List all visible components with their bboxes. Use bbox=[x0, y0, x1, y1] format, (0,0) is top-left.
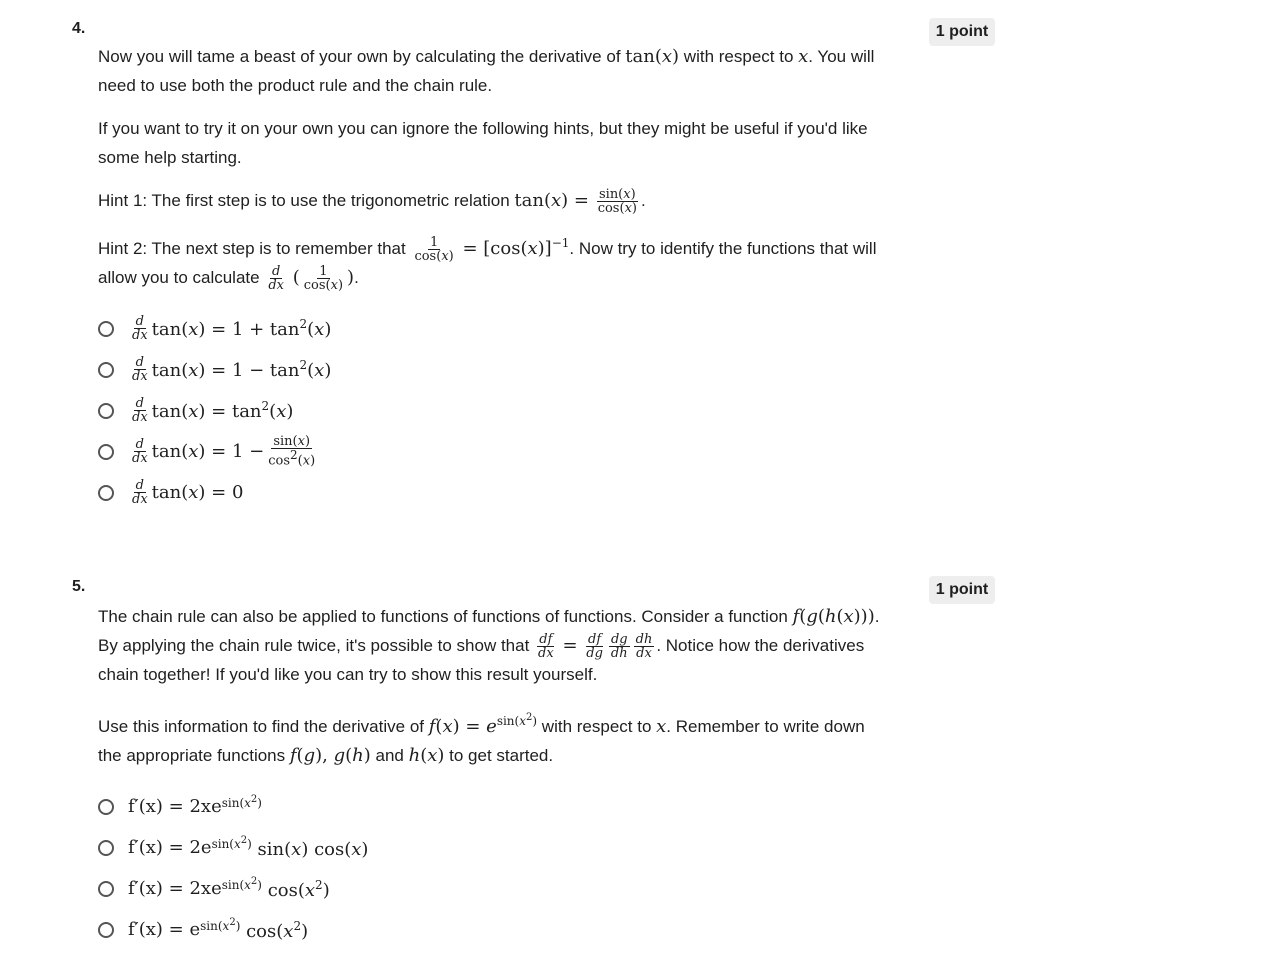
answer-option-1[interactable]: f′(x) = 2xe $^{sin(x^2)}$ bbox=[98, 786, 888, 827]
question-body bbox=[98, 42, 888, 513]
radio-button[interactable] bbox=[98, 881, 114, 897]
points-badge: 1 point bbox=[929, 576, 995, 604]
radio-button[interactable] bbox=[98, 799, 114, 815]
radio-button[interactable] bbox=[98, 922, 114, 938]
answer-option-3[interactable]: f′(x) = 2xe $^{sin(x^2)}$ $\cos(x^2)$ bbox=[98, 868, 888, 909]
hint-2: Hint 2: The next step is to remember that $\frac{1}{\cos(x)}$ = $[\cos(x)]^{-1}$. Now try to identify the functions that will allow you to calculate $\frac{d}{dx}$ ( $\frac{1}{\cos(x)}$ ). bbox=[98, 235, 877, 294]
question-intro: Now you will tame a beast of your own by calculating the derivative of tan(x) with respect to x. You will need to use both the product rule and the chain rule. bbox=[98, 46, 875, 95]
question-number: 4. bbox=[72, 20, 86, 37]
hint-1: Hint 1: The first step is to use the trigonometric relation tan(x) = $\frac{\sin(x)}{\cos(x)}$ . bbox=[98, 187, 646, 217]
answer-options bbox=[98, 786, 888, 950]
radio-button[interactable] bbox=[98, 403, 114, 419]
question-task: Use this information to find the derivative of $f(x) = e^{sin(x^2)}$ with respect to x. Remember to write down the appropriate functions f(g), g(h) and h(x) to get started. bbox=[98, 712, 865, 767]
answer-option-1[interactable]: $\frac{d}{dx}$ $\tan(x) = 1 + \tan^2(x)$ bbox=[98, 308, 888, 349]
answer-option-4[interactable]: f′(x) = e $^{sin(x^2)}$ $\cos(x^2)$ bbox=[98, 909, 888, 950]
radio-button[interactable] bbox=[98, 321, 114, 337]
question-intro: The chain rule can also be applied to functions of functions of functions. Consider a function f(g(h(x))). By applying the chain rule twice, it's possible to show that $\frac{df}{dx}$ = $\frac{df}{dg}$ $\frac{dg}{dh}$ $\frac{dh}{dx}$ . Notice how the derivatives chain together! If you'd like you can try to show this result yourself. bbox=[98, 606, 880, 685]
answer-options bbox=[98, 308, 888, 513]
answer-option-2[interactable]: $\frac{d}{dx}$ $\tan(x) = 1 - \tan^2(x)$ bbox=[98, 349, 888, 390]
radio-button[interactable] bbox=[98, 485, 114, 501]
radio-button[interactable] bbox=[98, 444, 114, 460]
answer-option-3[interactable]: $\frac{d}{dx}$ $\tan(x) = \tan^2(x)$ bbox=[98, 390, 888, 431]
answer-option-5[interactable]: $\frac{d}{dx}$ tan(x) = 0 bbox=[98, 472, 888, 513]
answer-option-2[interactable]: f′(x) = 2e $^{sin(x^2)}$ sin(x) cos(x) bbox=[98, 827, 888, 868]
radio-button[interactable] bbox=[98, 840, 114, 856]
answer-option-4[interactable]: $\frac{d}{dx}$ tan(x) = 1 − $\frac{\sin(x)}{\cos^2(x)}$ bbox=[98, 431, 888, 472]
points-badge: 1 point bbox=[929, 18, 995, 46]
question-number: 5. bbox=[72, 578, 86, 595]
question-hint-intro: If you want to try it on your own you can ignore the following hints, but they might be useful if you'd like some help starting. bbox=[98, 119, 868, 167]
question-body bbox=[98, 602, 888, 950]
radio-button[interactable] bbox=[98, 362, 114, 378]
